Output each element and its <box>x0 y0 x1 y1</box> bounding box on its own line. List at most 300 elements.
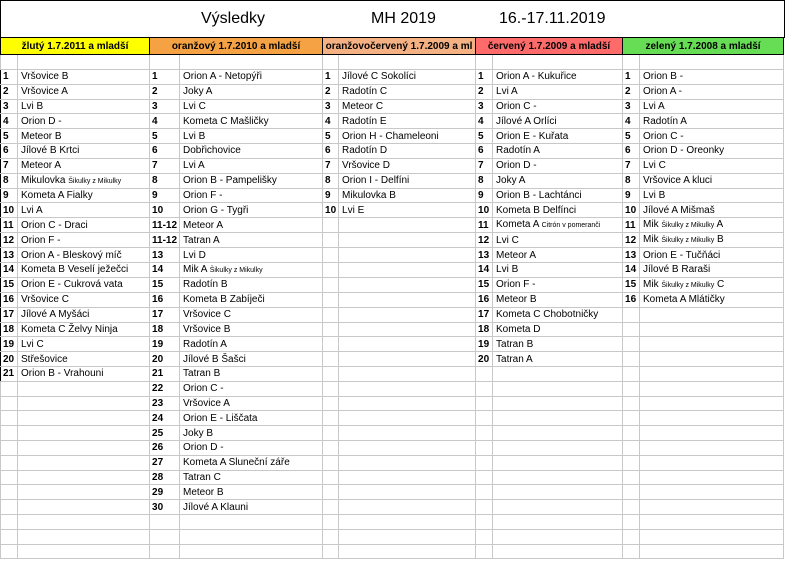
team-cell: Meteor B <box>18 129 150 144</box>
team-cell: Vršovice B <box>18 70 150 85</box>
empty-cell <box>476 529 493 544</box>
empty-cell <box>493 470 623 485</box>
team-cell: Joky A <box>180 84 323 99</box>
team-cell: Orion E - Cukrová vata <box>18 277 150 292</box>
rank-cell: 2 <box>323 84 339 99</box>
rank-cell: 11-12 <box>150 218 180 233</box>
team-cell: Lvi B <box>640 188 784 203</box>
empty-cell <box>640 411 784 426</box>
empty-cell <box>1 411 18 426</box>
empty-cell <box>1 485 18 500</box>
rank-cell: 8 <box>323 173 339 188</box>
team-cell: Jílové A Myšáci <box>18 307 150 322</box>
rank-cell: 17 <box>1 307 18 322</box>
empty-cell <box>623 366 640 381</box>
team-cell: Mikulovka Šikulky z Mikulky <box>18 173 150 188</box>
empty-cell <box>493 440 623 455</box>
rank-cell: 11-12 <box>150 233 180 248</box>
rank-cell: 9 <box>1 188 18 203</box>
rank-cell: 24 <box>150 411 180 426</box>
table-row <box>1 129 784 144</box>
empty-cell <box>323 248 339 263</box>
empty-cell <box>339 292 476 307</box>
rank-cell: 17 <box>150 307 180 322</box>
team-cell: Jílové B Šašci <box>180 352 323 367</box>
team-cell: Lvi B <box>18 99 150 114</box>
rank-cell: 16 <box>623 292 640 307</box>
empty-cell <box>476 381 493 396</box>
empty-cell <box>640 500 784 515</box>
team-cell: Jílové A Orlíci <box>493 114 623 129</box>
team-cell: Lvi B <box>493 262 623 277</box>
rank-cell: 5 <box>1 129 18 144</box>
rank-cell: 7 <box>150 158 180 173</box>
rank-cell: 5 <box>150 129 180 144</box>
rank-cell: 11 <box>476 218 493 233</box>
empty-cell <box>339 366 476 381</box>
team-cell: Lvi C <box>18 337 150 352</box>
empty-cell <box>323 322 339 337</box>
rank-cell: 14 <box>150 262 180 277</box>
empty-cell <box>339 440 476 455</box>
empty-cell <box>640 55 784 70</box>
empty-cell <box>339 411 476 426</box>
empty-cell <box>1 470 18 485</box>
empty-cell <box>640 322 784 337</box>
team-cell: Vršovice C <box>180 307 323 322</box>
table-row <box>1 248 784 263</box>
empty-cell <box>640 352 784 367</box>
event-date: 16.-17.11.2019 <box>499 10 606 27</box>
empty-cell <box>623 470 640 485</box>
rank-cell: 19 <box>150 337 180 352</box>
team-cell: Mik Šikulky z Mikulky C <box>640 277 784 292</box>
team-cell: Lvi C <box>180 99 323 114</box>
rank-cell: 15 <box>623 277 640 292</box>
empty-cell <box>18 55 150 70</box>
team-cell: Joky A <box>493 173 623 188</box>
team-cell: Lvi A <box>180 158 323 173</box>
rank-cell: 12 <box>476 233 493 248</box>
rank-cell: 19 <box>1 337 18 352</box>
rank-cell: 17 <box>476 307 493 322</box>
empty-cell <box>323 292 339 307</box>
rank-cell: 13 <box>476 248 493 263</box>
empty-cell <box>476 470 493 485</box>
team-cell: Meteor B <box>493 292 623 307</box>
empty-cell <box>476 411 493 426</box>
empty-cell <box>640 381 784 396</box>
team-cell: Střešovice <box>18 352 150 367</box>
team-cell: Mik A Šikulky z Mikulky <box>180 262 323 277</box>
table-row <box>1 514 784 529</box>
empty-cell <box>623 455 640 470</box>
rank-cell: 1 <box>623 70 640 85</box>
rank-cell: 16 <box>1 292 18 307</box>
empty-cell <box>623 440 640 455</box>
rank-cell: 23 <box>150 396 180 411</box>
empty-cell <box>1 440 18 455</box>
empty-cell <box>640 514 784 529</box>
rank-cell: 4 <box>623 114 640 129</box>
team-cell: Radotín E <box>339 114 476 129</box>
rank-cell: 9 <box>150 188 180 203</box>
rank-cell: 3 <box>623 99 640 114</box>
table-row <box>1 114 784 129</box>
empty-cell <box>623 500 640 515</box>
team-cell: Kometa A Mlátičky <box>640 292 784 307</box>
rank-cell: 20 <box>150 352 180 367</box>
empty-cell <box>623 307 640 322</box>
empty-cell <box>493 426 623 441</box>
empty-cell <box>1 544 18 559</box>
table-row <box>1 292 784 307</box>
team-cell: Radotín B <box>180 277 323 292</box>
empty-cell <box>493 514 623 529</box>
empty-cell <box>640 426 784 441</box>
team-cell: Orion F - <box>18 233 150 248</box>
table-row <box>1 218 784 233</box>
empty-cell <box>339 544 476 559</box>
rank-cell: 5 <box>476 129 493 144</box>
empty-cell <box>323 411 339 426</box>
team-cell: Meteor A <box>180 218 323 233</box>
rank-cell: 10 <box>323 203 339 218</box>
empty-cell <box>323 514 339 529</box>
empty-cell <box>18 455 150 470</box>
team-cell: Vršovice A <box>180 396 323 411</box>
table-row <box>1 277 784 292</box>
table-row <box>1 84 784 99</box>
empty-cell <box>323 218 339 233</box>
rank-cell: 10 <box>476 203 493 218</box>
team-cell: Vršovice D <box>339 158 476 173</box>
team-cell: Kometa B Zabíječi <box>180 292 323 307</box>
rank-cell: 9 <box>476 188 493 203</box>
rank-cell: 7 <box>323 158 339 173</box>
empty-cell <box>623 485 640 500</box>
team-cell: Kometa A Sluneční záře <box>180 455 323 470</box>
table-row <box>1 262 784 277</box>
table-row <box>1 426 784 441</box>
rank-cell: 3 <box>150 99 180 114</box>
table-row <box>1 322 784 337</box>
rank-cell: 11 <box>1 218 18 233</box>
rank-cell: 7 <box>1 158 18 173</box>
empty-cell <box>623 337 640 352</box>
empty-cell <box>339 55 476 70</box>
empty-cell <box>640 470 784 485</box>
empty-cell <box>323 396 339 411</box>
empty-cell <box>493 500 623 515</box>
title-bar <box>0 0 785 38</box>
empty-cell <box>323 352 339 367</box>
empty-cell <box>339 426 476 441</box>
rank-cell: 2 <box>476 84 493 99</box>
empty-cell <box>623 55 640 70</box>
empty-cell <box>640 455 784 470</box>
category-header: červený 1.7.2009 a mladší <box>476 38 623 55</box>
team-cell: Vršovice A kluci <box>640 173 784 188</box>
rank-cell: 8 <box>476 173 493 188</box>
empty-cell <box>476 55 493 70</box>
team-cell: Dobřichovice <box>180 143 323 158</box>
empty-cell <box>323 440 339 455</box>
empty-cell <box>323 277 339 292</box>
rank-cell: 8 <box>1 173 18 188</box>
team-cell: Orion G - Tygři <box>180 203 323 218</box>
rank-cell: 13 <box>1 248 18 263</box>
team-cell: Orion I - Delfíni <box>339 173 476 188</box>
empty-cell <box>476 440 493 455</box>
rank-cell: 20 <box>1 352 18 367</box>
rank-cell: 14 <box>623 262 640 277</box>
empty-cell <box>18 396 150 411</box>
table-row <box>1 529 784 544</box>
rank-cell: 9 <box>323 188 339 203</box>
rank-cell: 14 <box>1 262 18 277</box>
empty-cell <box>339 277 476 292</box>
category-header: oranžový 1.7.2010 a mladší <box>150 38 323 55</box>
empty-cell <box>623 529 640 544</box>
empty-cell <box>493 529 623 544</box>
team-cell: Orion H - Chameleoni <box>339 129 476 144</box>
rank-cell: 25 <box>150 426 180 441</box>
team-cell: Kometa C Chobotničky <box>493 307 623 322</box>
table-row <box>1 411 784 426</box>
team-cell: Orion A - Kukuřice <box>493 70 623 85</box>
rank-cell: 10 <box>1 203 18 218</box>
rank-cell: 19 <box>476 337 493 352</box>
table-row <box>1 544 784 559</box>
empty-cell <box>18 485 150 500</box>
rank-cell: 4 <box>1 114 18 129</box>
empty-cell <box>1 514 18 529</box>
empty-cell <box>323 55 339 70</box>
empty-cell <box>493 396 623 411</box>
table-row <box>1 173 784 188</box>
table-row <box>1 70 784 85</box>
empty-cell <box>640 529 784 544</box>
team-cell: Jílové B Raraši <box>640 262 784 277</box>
empty-cell <box>323 500 339 515</box>
team-cell: Mik Šikulky z Mikulky A <box>640 218 784 233</box>
empty-cell <box>640 396 784 411</box>
team-cell: Radotín A <box>180 337 323 352</box>
team-cell: Jílové C Sokolíci <box>339 70 476 85</box>
rank-cell: 8 <box>150 173 180 188</box>
table-row <box>1 485 784 500</box>
empty-cell <box>323 470 339 485</box>
team-cell: Jílové A Klauni <box>180 500 323 515</box>
empty-cell <box>180 55 323 70</box>
results-table <box>0 37 784 559</box>
team-cell: Orion E - Kuřata <box>493 129 623 144</box>
empty-cell <box>640 440 784 455</box>
empty-cell <box>18 529 150 544</box>
team-cell: Orion C - <box>180 381 323 396</box>
table-row <box>1 99 784 114</box>
team-cell: Tatran B <box>180 366 323 381</box>
rank-cell: 1 <box>150 70 180 85</box>
empty-cell <box>323 307 339 322</box>
empty-cell <box>18 470 150 485</box>
empty-cell <box>339 381 476 396</box>
empty-cell <box>323 337 339 352</box>
table-row <box>1 307 784 322</box>
rank-cell: 7 <box>623 158 640 173</box>
team-cell: Kometa A Fialky <box>18 188 150 203</box>
team-cell: Lvi B <box>180 129 323 144</box>
table-row <box>1 337 784 352</box>
rank-cell: 9 <box>623 188 640 203</box>
empty-cell <box>339 485 476 500</box>
empty-cell <box>339 322 476 337</box>
empty-cell <box>476 514 493 529</box>
empty-cell <box>476 500 493 515</box>
team-cell: Radotín A <box>640 114 784 129</box>
team-cell: Kometa A Citrón v pomeranči <box>493 218 623 233</box>
rank-cell: 6 <box>623 143 640 158</box>
empty-cell <box>339 514 476 529</box>
team-cell: Orion F - <box>493 277 623 292</box>
rank-cell: 15 <box>1 277 18 292</box>
team-cell: Lvi C <box>640 158 784 173</box>
rank-cell: 3 <box>323 99 339 114</box>
empty-cell <box>493 455 623 470</box>
rank-cell: 5 <box>323 129 339 144</box>
empty-cell <box>150 55 180 70</box>
empty-cell <box>339 337 476 352</box>
rank-cell: 21 <box>1 366 18 381</box>
empty-cell <box>339 307 476 322</box>
team-cell: Orion D - <box>18 114 150 129</box>
rank-cell: 6 <box>323 143 339 158</box>
team-cell: Orion C - Draci <box>18 218 150 233</box>
empty-cell <box>476 455 493 470</box>
rank-cell: 13 <box>150 248 180 263</box>
team-cell: Lvi A <box>18 203 150 218</box>
rank-cell: 28 <box>150 470 180 485</box>
empty-cell <box>493 55 623 70</box>
empty-cell <box>339 396 476 411</box>
rank-cell: 1 <box>1 70 18 85</box>
team-cell: Meteor C <box>339 99 476 114</box>
empty-cell <box>1 55 18 70</box>
page-title: Výsledky <box>201 10 266 27</box>
team-cell: Orion E - Liščata <box>180 411 323 426</box>
empty-cell <box>640 544 784 559</box>
team-cell: Orion E - Tučňáci <box>640 248 784 263</box>
team-cell: Jílové A Mišmaš <box>640 203 784 218</box>
team-cell: Lvi C <box>493 233 623 248</box>
team-cell: Orion B - Pampelišky <box>180 173 323 188</box>
table-row <box>1 455 784 470</box>
team-cell: Vršovice B <box>180 322 323 337</box>
team-cell: Lvi A <box>640 99 784 114</box>
team-cell: Lvi E <box>339 203 476 218</box>
empty-cell <box>623 514 640 529</box>
table-row <box>1 188 784 203</box>
empty-cell <box>623 381 640 396</box>
empty-cell <box>18 514 150 529</box>
table-row <box>1 352 784 367</box>
team-cell: Lvi A <box>493 84 623 99</box>
rank-cell: 15 <box>150 277 180 292</box>
rank-cell: 6 <box>150 143 180 158</box>
empty-cell <box>1 500 18 515</box>
rank-cell: 6 <box>476 143 493 158</box>
team-cell: Kometa C Želvy Ninja <box>18 322 150 337</box>
team-cell: Orion D - Oreonky <box>640 143 784 158</box>
empty-cell <box>623 352 640 367</box>
empty-cell <box>1 381 18 396</box>
rank-cell: 29 <box>150 485 180 500</box>
empty-cell <box>476 544 493 559</box>
empty-cell <box>640 366 784 381</box>
empty-cell <box>18 411 150 426</box>
rank-cell: 21 <box>150 366 180 381</box>
rank-cell: 18 <box>1 322 18 337</box>
rank-cell: 12 <box>623 233 640 248</box>
rank-cell: 4 <box>150 114 180 129</box>
rank-cell: 13 <box>623 248 640 263</box>
rank-cell: 22 <box>150 381 180 396</box>
empty-cell <box>476 485 493 500</box>
team-cell: Orion D - <box>493 158 623 173</box>
table-row <box>1 500 784 515</box>
team-cell: Orion B - Lachtánci <box>493 188 623 203</box>
empty-cell <box>623 322 640 337</box>
empty-cell <box>323 366 339 381</box>
rank-cell: 2 <box>150 84 180 99</box>
category-header: oranžovočervený 1.7.2009 a ml <box>323 38 476 55</box>
team-cell: Orion D - <box>180 440 323 455</box>
rank-cell: 10 <box>623 203 640 218</box>
table-row <box>1 366 784 381</box>
table-row <box>1 440 784 455</box>
empty-cell <box>493 411 623 426</box>
empty-cell <box>493 544 623 559</box>
rank-cell: 2 <box>623 84 640 99</box>
empty-cell <box>476 366 493 381</box>
table-row <box>1 470 784 485</box>
table-row <box>1 381 784 396</box>
rank-cell: 1 <box>476 70 493 85</box>
table-row <box>1 158 784 173</box>
empty-cell <box>18 426 150 441</box>
team-cell: Orion A - Bleskový míč <box>18 248 150 263</box>
table-row <box>1 233 784 248</box>
team-cell: Tatran A <box>180 233 323 248</box>
rank-cell: 1 <box>323 70 339 85</box>
empty-cell <box>640 307 784 322</box>
empty-cell <box>493 485 623 500</box>
empty-cell <box>150 514 180 529</box>
team-cell: Vršovice A <box>18 84 150 99</box>
rank-cell: 14 <box>476 262 493 277</box>
event-name: MH 2019 <box>371 10 436 27</box>
empty-cell <box>339 470 476 485</box>
empty-cell <box>323 455 339 470</box>
rank-cell: 18 <box>150 322 180 337</box>
category-header: žlutý 1.7.2011 a mladší <box>1 38 150 55</box>
empty-cell <box>18 381 150 396</box>
rank-cell: 12 <box>1 233 18 248</box>
team-cell: Meteor A <box>493 248 623 263</box>
empty-cell <box>339 248 476 263</box>
empty-cell <box>623 544 640 559</box>
